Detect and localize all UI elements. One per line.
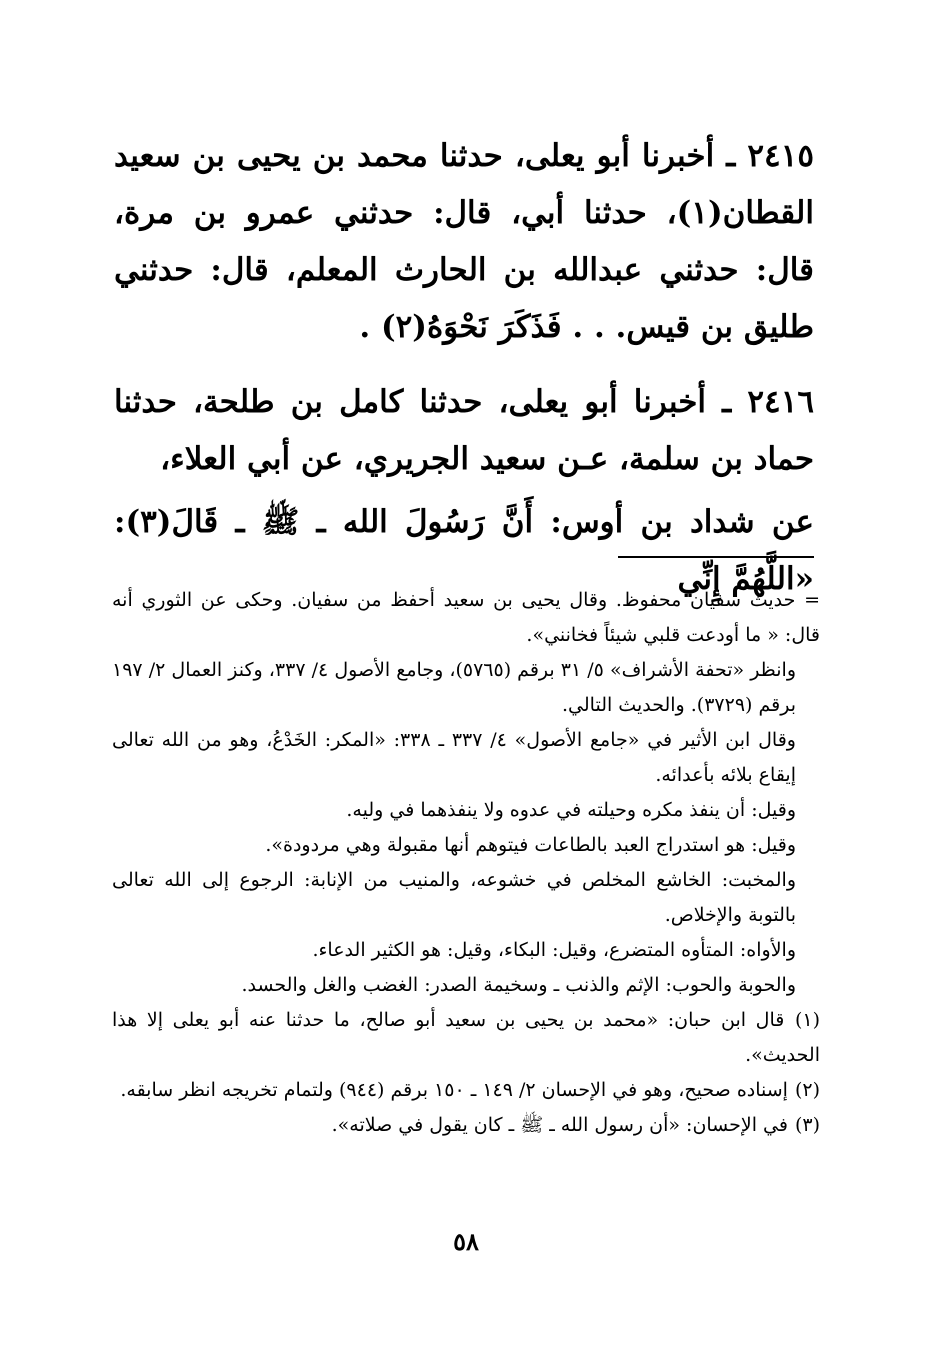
footnote-2 — [112, 1073, 820, 1108]
footnote-number: (٣) — [794, 1114, 820, 1136]
note-line: وقيل: هو استدراج العبد بالطاعات فيتوهم أنها مقبولة وهي مردودة». — [265, 834, 796, 856]
footnote-number: (٢) — [794, 1079, 820, 1101]
footnote-1 — [112, 1003, 820, 1073]
hadith-2416-continued: عن شداد بن أوس: أَنَّ رَسُولَ الله ـ ﷺ ـ قَالَ(٣): «اللَّهُمَّ إِنِّي — [114, 504, 814, 597]
footnote-3 — [112, 1108, 820, 1143]
footnote-text: في الإحسان: «أن رسول الله ـ ﷺ ـ كان يقول في صلاته». — [331, 1114, 788, 1136]
note-continuation: = حديث سفيان محفوظ. وقال يحيى بن سعيد أحفظ من سفيان. وحكى عن الثوري أنه قال: « ما أودعت قلبي شيئاً فخانني». — [112, 589, 820, 646]
note-line: والحوبة والحوب: الإثم والذنب ـ وسخيمة الصدر: الغضب والغل والحسد. — [241, 974, 796, 996]
footnote-separator — [618, 556, 814, 558]
hadith-2415: ٢٤١٥ ـ أخبرنا أبو يعلى، حدثنا محمد بن يحيى بن سعيد القطان(١)، حدثنا أبي، قال: حدثني عمرو بن مرة، قال: حدثني عبدالله بن الحارث المعلم، قال: حدثني طليق بن قيس. . . فَذَكَرَ نَحْوَهُ(٢) . — [114, 138, 814, 345]
page-number: ٥٨ — [453, 1227, 479, 1256]
hadith-2416: ٢٤١٦ ـ أخبرنا أبو يعلى، حدثنا كامل بن طلحة، حدثنا حماد بن سلمة، عـن سعيد الجريري، عن أبي العلاء، — [114, 384, 814, 477]
footnote-number: (١) — [794, 1009, 821, 1031]
footnotes-section — [112, 583, 820, 1143]
note-line: وانظر «تحفة الأشراف» ٥/ ٣١ برقم (٥٧٦٥)، وجامع الأصول ٤/ ٣٣٧، وكنز العمال ٢/ ١٩٧ برقم (٣٧٢٩). والحديث التالي. — [112, 659, 797, 716]
main-text — [114, 128, 814, 626]
note-line: وقيل: أن ينفذ مكره وحيلته في عدوه ولا ينفذهما في وليه. — [346, 799, 796, 821]
note-line: والمخبت: الخاشع المخلص في خشوعه، والمنيب من الإنابة: الرجوع إلى الله تعالى بالتوبة والإخلاص. — [112, 869, 796, 926]
note-line: والأواه: المتأوه المتضرع، وقيل: البكاء، وقيل: هو الكثير الدعاء. — [312, 939, 796, 961]
note-line: وقال ابن الأثير في «جامع الأصول» ٤/ ٣٣٧ ـ ٣٣٨: «المكر: الخَدْعُ، وهو من الله تعالى إيقاع بلائه بأعدائه. — [112, 729, 796, 786]
footnote-text: إسناده صحيح، وهو في الإحسان ٢/ ١٤٩ ـ ١٥٠ برقم (٩٤٤) ولتمام تخريجه انظر سابقه. — [120, 1079, 788, 1101]
footnote-text: قال ابن حبان: «محمد بن يحيى بن سعيد أبو صالح، ما حدثنا عنه أبو يعلى إلا هذا الحديث». — [112, 1009, 820, 1066]
